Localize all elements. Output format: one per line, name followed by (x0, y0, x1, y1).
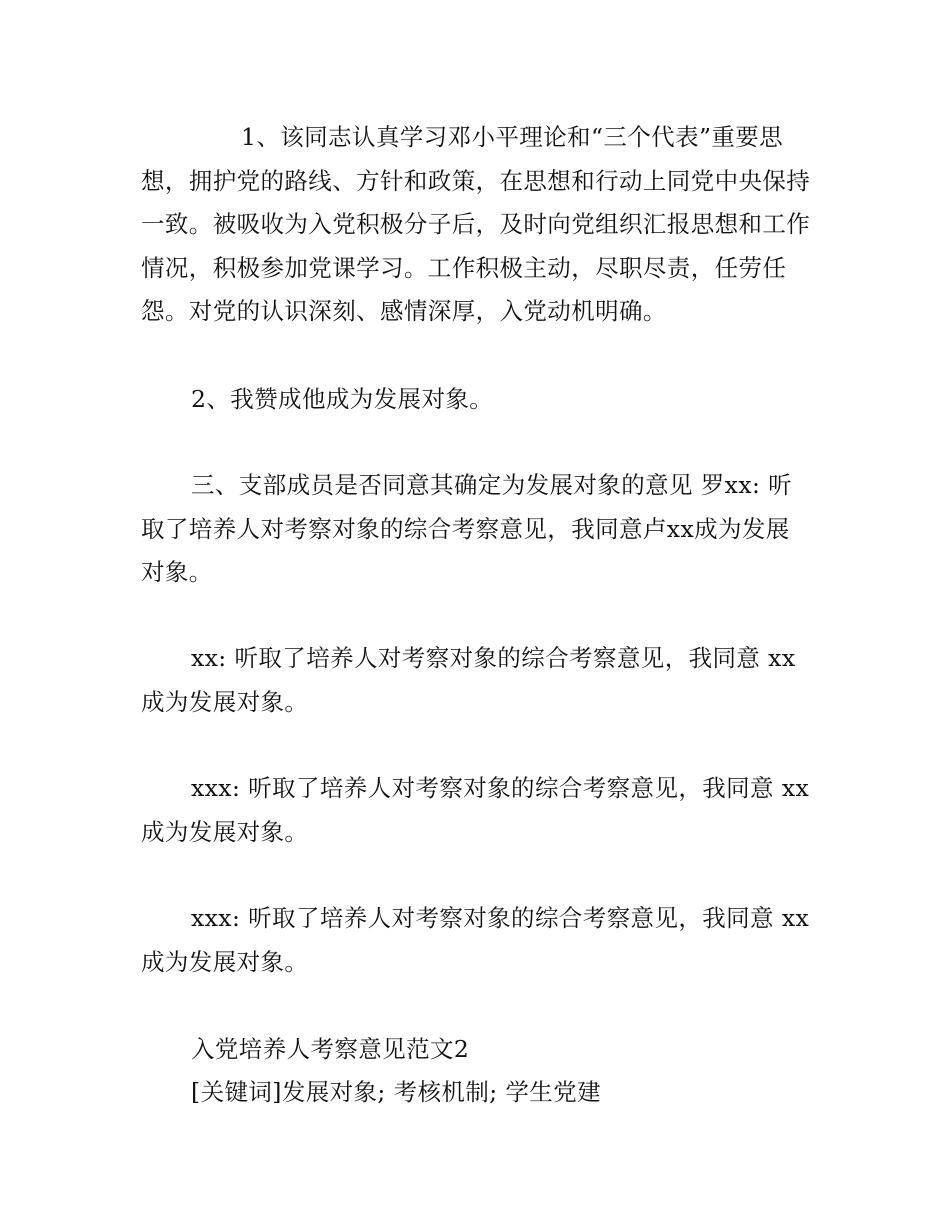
paragraph-2: 2、我赞成他成为发展对象。 (191, 385, 494, 413)
section-heading: 入党培养人考察意见范文2 (191, 1035, 470, 1063)
paragraph-5: xxx: 听取了培养人对考察对象的综合考察意见，我同意 xx成为发展对象。 (141, 774, 810, 846)
paragraph-3: 三、支部成员是否同意其确定为发展对象的意见 罗xx: 听取了培养人对考察对象的综合考察意见，我同意卢xx成为发展对象。 (141, 471, 793, 586)
paragraph-1: 1、该同志认真学习邓小平理论和“三个代表”重要思想，拥护党的路线、方针和政策，在思想和行动上同党中央保持一致。被吸收为入党积极分子后，及时向党组织汇报思想和工作情况，积极参加党课学习。工作积极主动，尽职尽责，任劳任怨。对党的认识深刻、感情深厚，入党动机明确。 (141, 123, 811, 325)
paragraph-4: xx: 听取了培养人对考察对象的综合考察意见，我同意 xx成为发展对象。 (141, 644, 796, 716)
keywords-line: [关键词]发展对象; 考核机制; 学生党建 (191, 1078, 602, 1106)
paragraph-6: xxx: 听取了培养人对考察对象的综合考察意见，我同意 xx成为发展对象。 (141, 904, 810, 976)
